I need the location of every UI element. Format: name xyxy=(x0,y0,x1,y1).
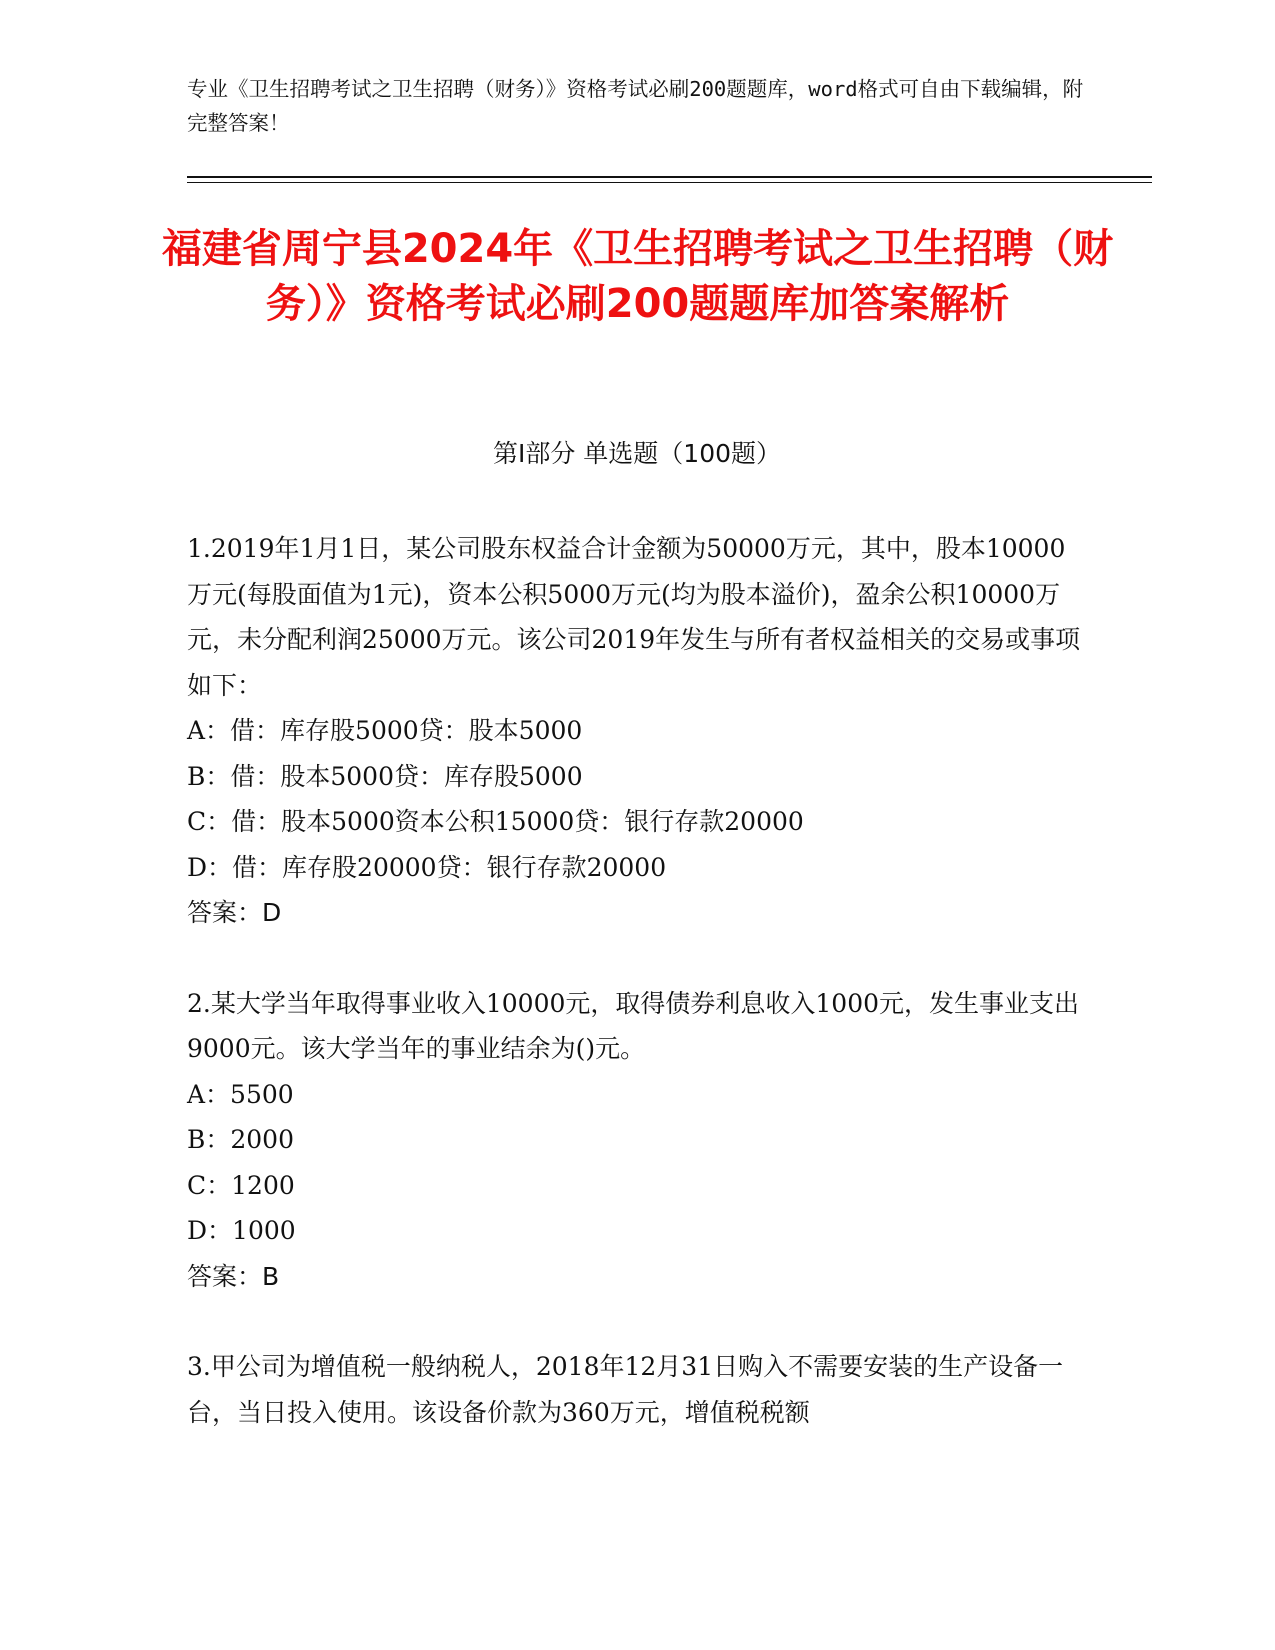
question-2 xyxy=(187,981,1087,1300)
header-rule-thick xyxy=(187,176,1152,178)
option-b: B：借：股本5000贷：库存股5000 xyxy=(187,761,583,791)
question-text: 2.某大学当年取得事业收入10000元，取得债券利息收入1000元，发生事业支出9000元。该大学当年的事业结余为()元。 xyxy=(187,988,1080,1063)
section-title: 第I部分 单选题（100题） xyxy=(492,439,782,468)
option-c: C：1200 xyxy=(187,1170,295,1200)
answer: 答案：B xyxy=(187,1261,280,1291)
option-c: C：借：股本5000资本公积15000贷：银行存款20000 xyxy=(187,807,804,836)
answer: 答案：D xyxy=(187,898,282,927)
option-b: B：2000 xyxy=(187,1125,294,1154)
question-1 xyxy=(187,526,1087,936)
option-a: A：借：库存股5000贷：股本5000 xyxy=(187,716,583,745)
question-text: 1.2019年1月1日，某公司股东权益合计金额为50000万元，其中，股本10000万元(每股面值为1元)，资本公积5000万元(均为股本溢价)，盈余公积10000万元，未分配利润25000万元。该公司2019年发生与所有者权益相关的交易或事项如下： xyxy=(187,534,1081,700)
header-rule-thin xyxy=(187,182,1152,183)
document-title: 福建省周宁县2024年《卫生招聘考试之卫生招聘（财务）》资格考试必刷200题题库加答案解析 xyxy=(161,226,1114,327)
question-text: 3.甲公司为增值税一般纳税人，2018年12月31日购入不需要安装的生产设备一台，当日投入使用。该设备价款为360万元，增值税税额 xyxy=(187,1352,1064,1427)
question-list xyxy=(187,526,1087,1480)
question-3 xyxy=(187,1344,1087,1435)
header-note: 专业《卫生招聘考试之卫生招聘（财务）》资格考试必刷200题题库，word格式可自由下载编辑，附完整答案！ xyxy=(187,77,1084,135)
option-d: D：1000 xyxy=(187,1216,296,1245)
option-a: A：5500 xyxy=(187,1079,294,1109)
option-d: D：借：库存股20000贷：银行存款20000 xyxy=(187,852,667,882)
